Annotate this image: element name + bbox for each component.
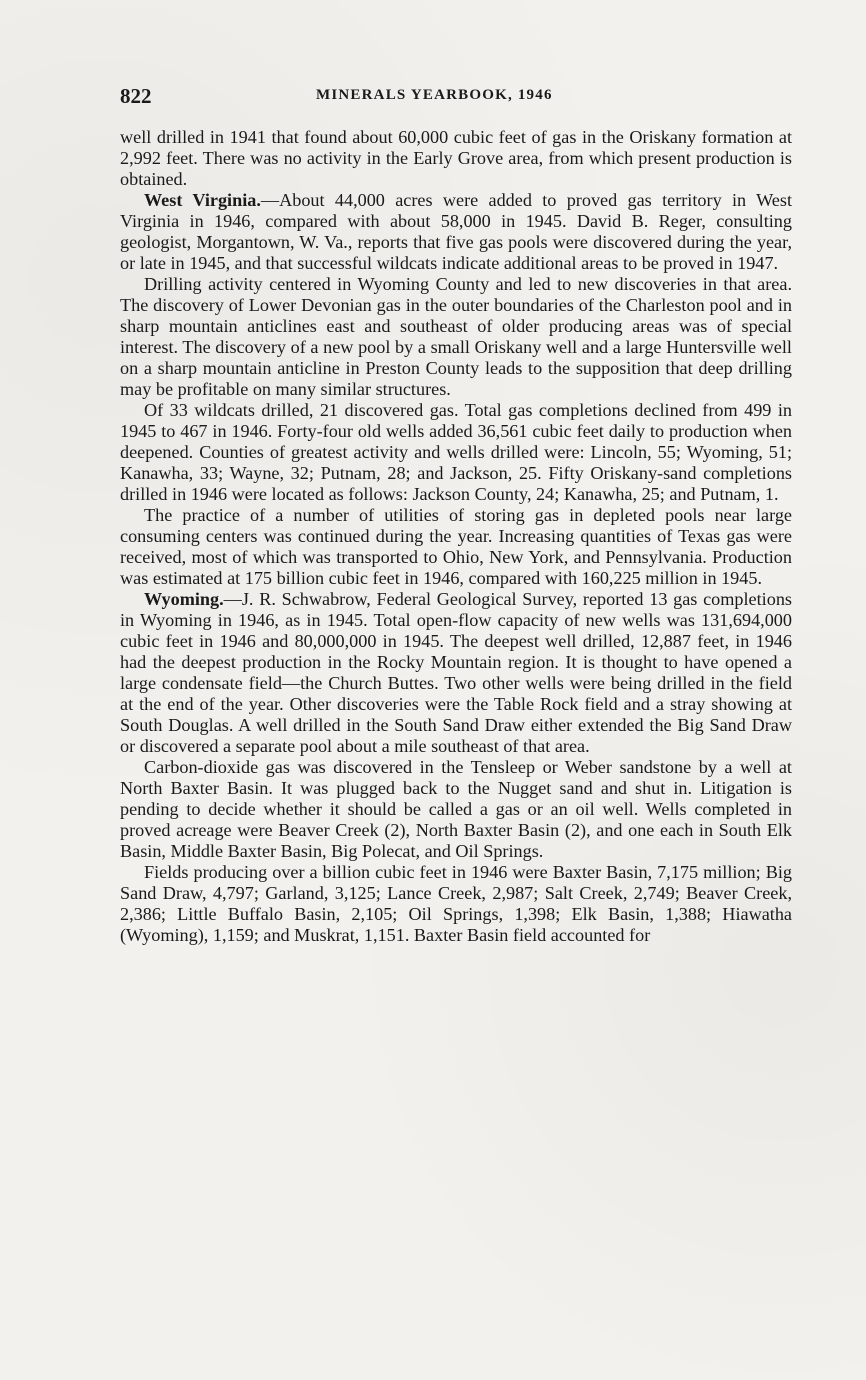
paragraph-text: Fields producing over a billion cubic feet in 1946 were Baxter Basin, 7,175 million; Big Sand Draw, 4,797; Garland, 3,125; Lance Creek, 2,987; Salt Creek, 2,749; Beaver Creek, 2,386; Little Buffalo Basin, 2,105; Oil Springs, 1,398; Elk Basin, 1,388; Hiawatha (Wyoming), 1,159; and Muskrat, 1,151. Baxter Basin field accounted for (120, 862, 792, 945)
paragraph (120, 505, 792, 589)
paragraph-text: —J. R. Schwabrow, Federal Geological Survey, reported 13 gas completions in Wyoming in 1946, as in 1945. Total open-flow capacity of new wells was 131,694,000 cubic feet in 1946 and 80,000,000 in 1945. The deepest well drilled, 12,887 feet, in 1946 had the deepest production in the Rocky Mountain region. It is thought to have opened a large condensate field—the Church Buttes. Two other wells were being drilled in the field at the end of the year. Other discoveries were the Table Rock field and a stray showing at South Douglas. A well drilled in the South Sand Draw either extended the Big Sand Draw or discovered a separate pool about a mile southeast of that area. (120, 589, 792, 756)
page-header (120, 84, 792, 110)
paragraph (120, 862, 792, 946)
paragraph-text: well drilled in 1941 that found about 60,000 cubic feet of gas in the Oriskany formation at 2,992 feet. There was no activity in the Early Grove area, from which present production is obtained. (120, 127, 792, 189)
paragraph (120, 757, 792, 862)
paragraph-text: Of 33 wildcats drilled, 21 discovered gas. Total gas completions declined from 499 in 1945 to 467 in 1946. Forty-four old wells added 36,561 cubic feet daily to production when deepened. Counties of greatest activity and wells drilled were: Lincoln, 55; Wyoming, 51; Kanawha, 33; Wayne, 32; Putnam, 28; and Jackson, 25. Fifty Oriskany-sand completions drilled in 1946 were located as follows: Jackson County, 24; Kanawha, 25; and Putnam, 1. (120, 400, 792, 504)
paragraph (120, 400, 792, 505)
paragraph-text: Drilling activity centered in Wyoming County and led to new discoveries in that area. The discovery of Lower Devonian gas in the outer boundaries of the Charleston pool and in sharp mountain anticlines east and southeast of older producing areas was of special interest. The discovery of a new pool by a small Oriskany well and a large Huntersville well on a sharp mountain anticline in Preston County leads to the supposition that deep drilling may be profitable on many similar structures. (120, 274, 792, 399)
section-heading-wyoming: Wyoming. (144, 589, 224, 609)
paragraph-west-virginia (120, 190, 792, 274)
paragraph-wyoming (120, 589, 792, 757)
page-number: 822 (120, 84, 152, 108)
paragraph (120, 127, 792, 190)
section-heading-west-virginia: West Virginia. (144, 190, 261, 210)
running-title: MINERALS YEARBOOK, 1946 (316, 87, 553, 103)
paragraph (120, 274, 792, 400)
body-text (120, 127, 792, 946)
paragraph-text: Carbon-dioxide gas was discovered in the Tensleep or Weber sandstone by a well at North Baxter Basin. It was plugged back to the Nugget sand and shut in. Litigation is pending to decide whether it should be called a gas or an oil well. Wells completed in proved acreage were Beaver Creek (2), North Baxter Basin (2), and one each in South Elk Basin, Middle Baxter Basin, Big Polecat, and Oil Springs. (120, 757, 792, 861)
paragraph-text: The practice of a number of utilities of storing gas in depleted pools near large consuming centers was continued during the year. Increasing quantities of Texas gas were received, most of which was transported to Ohio, New York, and Pennsylvania. Production was estimated at 175 billion cubic feet in 1946, compared with 160,225 million in 1945. (120, 505, 792, 588)
paragraph-text: —About 44,000 acres were added to proved gas territory in West Virginia in 1946, compared with about 58,000 in 1945. David B. Reger, consulting geologist, Morgantown, W. Va., reports that five gas pools were discovered during the year, or late in 1945, and that successful wildcats indicate additional areas to be proved in 1947. (120, 190, 793, 273)
